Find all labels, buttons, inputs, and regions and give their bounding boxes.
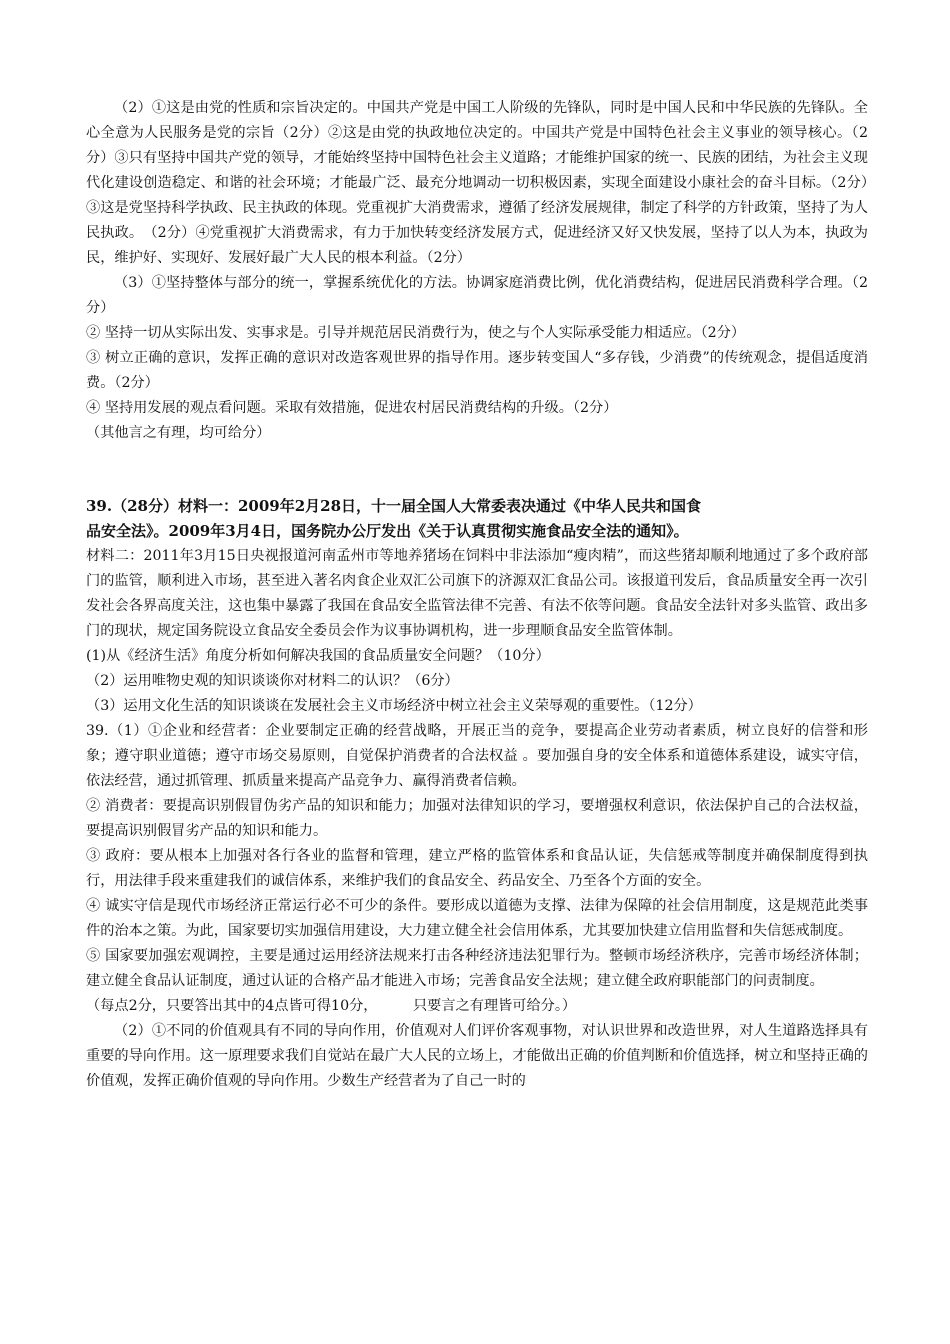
answer-paragraph: 39.（1）①企业和经营者：企业要制定正确的经营战略，开展正当的竞争，要提高企业劳动者素质，树立良好的信誉和形象；遵守职业道德；遵守市场交易原则，自觉保护消费者的合法权益 。要加强自身的安全体系和道德体系建设，诚实守信，依法经营，通过抓管理、抓质量来提高产品竞争力、赢得消费者信赖。 — [86, 723, 868, 789]
answer-paragraph: （2）①不同的价值观具有不同的导向作用，价值观对人们评价客观事物，对认识世界和改造世界，对人生道路选择具有重要的导向作用。这一原理要求我们自觉站在最广大人民的立场上，才能做出正确的价值判断和价值选择，树立和坚持正确的价值观，发挥正确价值观的导向作用。少数生产经营者为了自己一时的 — [86, 1023, 868, 1089]
material-two: 材料二：2011年3月15日央视报道河南孟州市等地养猪场在饲料中非法添加“瘦肉精”，而这些猪却顺利地通过了多个政府部门的监管，顺利进入市场，甚至进入著名肉食企业双汇公司旗下的济源双汇食品公司。该报道刊发后，食品质量安全再一次引发社会各界高度关注，这也集中暴露了我国在食品安全监管法律不完善、有法不依等问题。食品安全法针对多头监管、政出多门的现状，规定国务院设立食品安全委员会作为议事协调机构，进一步理顺食品安全监管体制。 — [86, 548, 868, 639]
sub-question-3: （3）运用文化生活的知识谈谈在发展社会主义市场经济中树立社会主义荣辱观的重要性。（12分） — [86, 698, 702, 714]
answer-paragraph: ③ 政府：要从根本上加强对各行各业的监督和管理，建立严格的监管体系和食品认证，失信惩戒等制度并确保制度得到执行，用法律手段来重建我们的诚信体系，来维护我们的食品安全、药品安全、乃至各个方面的安全。 — [86, 848, 868, 889]
grading-note: （其他言之有理，均可给分） — [86, 425, 271, 441]
answer-paragraph: ④ 诚实守信是现代市场经济正常运行必不可少的条件。要形成以道德为支撑、法律为保障的社会信用制度，这是规范此类事件的治本之策。为此，国家要切实加强信用建设，大力建立健全社会信用体系，尤其要加快建立信用监督和失信惩戒制度。 — [86, 898, 868, 939]
section-spacer — [86, 446, 868, 494]
answer-paragraph: ③ 树立正确的意识，发挥正确的意识对改造客观世界的指导作用。逐步转变国人“多存钱，少消费”的传统观念，提倡适度消费。（2分） — [86, 350, 868, 391]
answer-paragraph: ④ 坚持用发展的观点看问题。采取有效措施，促进农村居民消费结构的升级。（2分） — [86, 400, 618, 416]
question-39-heading: 39.（28分）材料一：2009年2月28日，十一届全国人大常委表决通过《中华人民共和国食品安全法》。2009年3月4日，国务院办公厅发出《关于认真贯彻实施食品安全法的通知》。 — [86, 497, 702, 540]
answer-paragraph: ⑤ 国家要加强宏观调控，主要是通过运用经济法规来打击各种经济违法犯罪行为。整顿市场经济秩序，完善市场经济体制；建立健全食品认证制度，通过认证的合格产品才能进入市场；完善食品安全法规；建立健全政府职能部门的问责制度。 — [86, 948, 868, 989]
answer-paragraph: ② 消费者：要提高识别假冒伪劣产品的知识和能力；加强对法律知识的学习，要增强权利意识，依法保护自己的合法权益，要提高识别假冒劣产品的知识和能力。 — [86, 798, 868, 839]
answer-paragraph: （3）①坚持整体与部分的统一，掌握系统优化的方法。协调家庭消费比例，优化消费结构，促进居民消费科学合理。（2分） — [86, 275, 868, 316]
answer-section-part2-3 — [86, 96, 868, 446]
grading-note: （每点2分，只要答出其中的4点皆可得10分， 只要言之有理皆可给分。） — [86, 998, 577, 1014]
answer-paragraph: ② 坚持一切从实际出发、实事求是。引导并规范居民消费行为，使之与个人实际承受能力相适应。（2分） — [86, 325, 746, 341]
sub-question-2: （2）运用唯物史观的知识谈谈你对材料二的认识？（6分） — [86, 673, 459, 689]
answer-paragraph: （2）①这是由党的性质和宗旨决定的。中国共产党是中国工人阶级的先锋队，同时是中国人民和中华民族的先锋队。全心全意为人民服务是党的宗旨（2分）②这是由党的执政地位决定的。中国共产党是中国特色社会主义事业的领导核心。（2分）③只有坚持中国共产党的领导，才能始终坚持中国特色社会主义道路；才能维护国家的统一、民族的团结，为社会主义现代化建设创造稳定、和谐的社会环境；才能最广泛、最充分地调动一切积极因素，实现全面建设小康社会的奋斗目标。（2分）③这是党坚持科学执政、民主执政的体现。党重视扩大消费需求，遵循了经济发展规律，制定了科学的方针政策，坚持了为人民执政。 （2分）④党重视扩大消费需求，有力于加快转变经济发展方式，促进经济又好又快发展，坚持了以人为本，执政为民，维护好、实现好、发展好最广大人民的根本利益。（2分） — [86, 100, 868, 266]
document-page — [86, 96, 868, 1094]
sub-question-1: (1)从《经济生活》角度分析如何解决我国的食品质量安全问题？（10分） — [86, 648, 550, 664]
question-39-section — [86, 494, 868, 1094]
